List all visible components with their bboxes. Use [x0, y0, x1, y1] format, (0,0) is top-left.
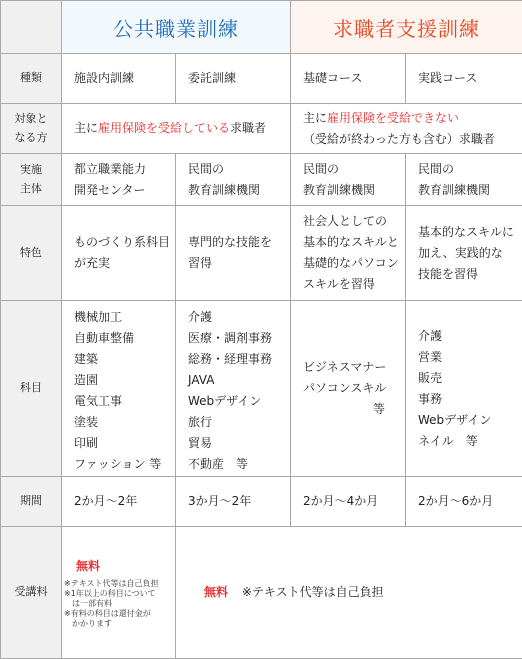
subject-item: 機械加工: [74, 307, 175, 328]
subject-item: 旅行: [188, 412, 290, 433]
group-header-job-seeker-training: [291, 1, 522, 54]
subject-item: 塗装: [74, 412, 175, 433]
row-label-type: 種類: [1, 54, 62, 104]
subject-item: 営業: [418, 347, 522, 368]
feature-basic-line3: 基礎的なパソコン: [303, 253, 405, 274]
subject-item: 電気工事: [74, 391, 175, 412]
row-fee: [1, 527, 522, 659]
feature-basic-line4: スキルを習得: [303, 274, 405, 295]
subjects-cell-commissioned: [176, 301, 291, 477]
subject-item: 等: [303, 399, 405, 420]
feature-cell-facility: [62, 206, 176, 301]
fee-cell-public: [62, 527, 176, 659]
fee-public-note4: ※有料の科目は還付金が: [64, 609, 175, 619]
header-corner: [1, 1, 62, 54]
type-cell-commissioned: 委託訓練: [176, 54, 291, 104]
org-cell-practical: [406, 154, 522, 206]
type-cell-practical: 実践コース: [406, 54, 522, 104]
group-title-seeker: 求職者支援訓練: [333, 17, 480, 41]
org-basic-line1: 民間の: [303, 159, 405, 180]
org-facility-line1: 都立職業能力: [74, 159, 175, 180]
feature-practical-line3: 技能を習得: [418, 264, 522, 285]
target-seeker-emphasis: 雇用保険を受給できない: [327, 111, 459, 125]
fee-cell-other: [176, 527, 522, 659]
feature-practical-line1: 基本的なスキルに: [418, 222, 522, 243]
subject-item: 貿易: [188, 433, 290, 454]
period-cell-commissioned: 3か月〜2年: [176, 477, 291, 527]
subject-item: ネイル 等: [418, 431, 522, 452]
fee-public-note3: は一部有料: [64, 599, 175, 609]
period-cell-facility: 2か月〜2年: [62, 477, 176, 527]
row-type: [1, 54, 522, 104]
feature-facility-line2: が充実: [74, 253, 175, 274]
row-feature: [1, 206, 522, 301]
row-label-subjects: 科目: [1, 301, 62, 477]
org-commissioned-line1: 民間の: [188, 159, 290, 180]
row-period: [1, 477, 522, 527]
subject-item: 事務: [418, 389, 522, 410]
target-cell-public: [62, 104, 291, 154]
fee-other-free: 無料: [204, 585, 228, 599]
fee-other-note: ※テキスト代等は自己負担: [242, 585, 384, 599]
subject-item: 不動産 等: [188, 454, 290, 475]
target-seeker-line2: （受給が終わった方も含む）求職者: [303, 129, 522, 150]
row-subjects: [1, 301, 522, 477]
org-cell-facility: [62, 154, 176, 206]
subjects-cell-facility: [62, 301, 176, 477]
row-label-target-line2: なる方: [1, 129, 61, 148]
row-label-org-line1: 実施: [1, 161, 61, 180]
period-cell-basic: 2か月〜4か月: [291, 477, 406, 527]
subjects-cell-basic: [291, 301, 406, 477]
target-public-prefix: 主に: [74, 121, 98, 135]
target-public-emphasis: 雇用保険を受給している: [98, 121, 230, 135]
feature-basic-line2: 基本的なスキルと: [303, 232, 405, 253]
target-cell-seeker: [291, 104, 522, 154]
row-label-target: [1, 104, 62, 154]
feature-cell-basic: [291, 206, 406, 301]
row-label-period: 期間: [1, 477, 62, 527]
subject-item: 販売: [418, 368, 522, 389]
row-label-feature: 特色: [1, 206, 62, 301]
org-commissioned-line2: 教育訓練機関: [188, 180, 290, 201]
header-row: [1, 1, 522, 54]
row-label-organization: [1, 154, 62, 206]
group-title-public: 公共職業訓練: [113, 17, 239, 41]
type-cell-facility: 施設内訓練: [62, 54, 176, 104]
org-facility-line2: 開発センター: [74, 180, 175, 201]
feature-cell-commissioned: [176, 206, 291, 301]
org-basic-line2: 教育訓練機関: [303, 180, 405, 201]
target-public-suffix: 求職者: [230, 121, 266, 135]
feature-commissioned-line2: 習得: [188, 253, 290, 274]
feature-basic-line1: 社会人としての: [303, 211, 405, 232]
org-cell-basic: [291, 154, 406, 206]
row-organization: [1, 154, 522, 206]
fee-public-note2: ※1年以上の科目について: [64, 589, 175, 599]
subject-item: 建築: [74, 349, 175, 370]
subject-item: ビジネスマナー: [303, 357, 405, 378]
row-label-org-line2: 主体: [1, 180, 61, 199]
feature-cell-practical: [406, 206, 522, 301]
subject-item: 総務・経理事務: [188, 349, 290, 370]
subject-item: JAVA: [188, 370, 290, 391]
subject-item: 印刷: [74, 433, 175, 454]
subjects-cell-practical: [406, 301, 522, 477]
feature-practical-line2: 加え、実践的な: [418, 243, 522, 264]
fee-public-note1: ※テキスト代等は自己負担: [64, 579, 175, 589]
feature-commissioned-line1: 専門的な技能を: [188, 232, 290, 253]
row-label-target-line1: 対象と: [1, 110, 61, 129]
fee-public-note5: かかります: [64, 619, 175, 629]
org-practical-line1: 民間の: [418, 159, 522, 180]
type-cell-basic: 基礎コース: [291, 54, 406, 104]
row-target: [1, 104, 522, 154]
subject-item: 介護: [188, 307, 290, 328]
subject-item: 介護: [418, 326, 522, 347]
period-cell-practical: 2か月〜6か月: [406, 477, 522, 527]
feature-facility-line1: ものづくり系科目: [74, 232, 175, 253]
org-cell-commissioned: [176, 154, 291, 206]
org-practical-line2: 教育訓練機関: [418, 180, 522, 201]
subject-item: 自動車整備: [74, 328, 175, 349]
subject-item: 医療・調剤事務: [188, 328, 290, 349]
row-label-fee: 受講料: [1, 527, 62, 659]
subject-item: Webデザイン: [418, 410, 522, 431]
target-seeker-prefix: 主に: [303, 111, 327, 125]
fee-public-free: 無料: [64, 556, 175, 577]
subject-item: パソコンスキル: [303, 378, 405, 399]
group-header-public-training: [62, 1, 291, 54]
subject-item: ファッション 等: [74, 454, 175, 475]
subject-item: Webデザイン: [188, 391, 290, 412]
subject-item: 造園: [74, 370, 175, 391]
target-seeker-line1: [303, 108, 522, 129]
